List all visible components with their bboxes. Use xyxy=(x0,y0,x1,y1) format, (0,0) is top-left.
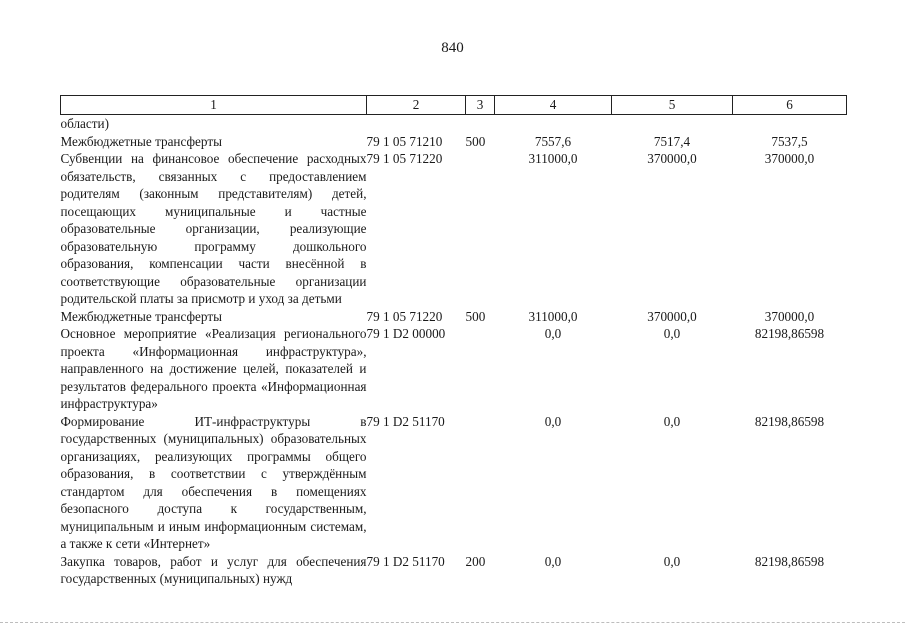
row-amount-year-2: 7517,4 xyxy=(653,133,691,149)
row-amount-year-1: 0,0 xyxy=(544,413,562,429)
row-code: 79 1 05 71210 xyxy=(366,133,443,149)
column-header-1: 1 xyxy=(61,96,367,115)
row-amount-year-1: 7557,6 xyxy=(534,133,572,149)
row-expense-type: 200 xyxy=(465,553,486,569)
row-amount-year-1 xyxy=(495,115,612,133)
row-amount-year-1: 0,0 xyxy=(544,553,562,569)
row-code: 79 1 D2 51170 xyxy=(366,553,445,569)
scan-edge-divider xyxy=(0,622,905,629)
row-amount-year-3 xyxy=(733,115,847,133)
row-name: Межбюджетные трансферты xyxy=(60,308,222,324)
table-row xyxy=(61,553,847,588)
row-expense-type xyxy=(466,150,495,308)
row-amount-year-2 xyxy=(612,115,733,133)
table-row xyxy=(61,115,847,133)
row-amount-year-3: 7537,5 xyxy=(771,133,808,149)
row-amount-year-2: 0,0 xyxy=(663,553,681,569)
row-name: Закупка товаров, работ и услуг для обеспечения государственных (муниципальных) нужд xyxy=(60,553,367,586)
row-name: области) xyxy=(60,116,109,131)
row-amount-year-3: 82198,86598 xyxy=(754,553,825,569)
row-expense-type xyxy=(466,115,495,133)
row-amount-year-1: 311000,0 xyxy=(528,151,578,166)
row-name: Субвенции на финансовое обеспечение расходных обязательств, связанных с предоставлением родителям (законным представителям) детей, посещающих муниципальные и частные образовательные организации, реализующие образовательную программу дошкольного образования, компенсации части внесённой в соответствующие образовательные организации родительской платы за присмотр и уход за детьми xyxy=(60,151,367,306)
table-row xyxy=(61,413,847,553)
row-name: Основное мероприятие «Реализация регионального проекта «Информационная инфраструктура», направленного на достижение целей, показателей и результатов федерального проекта «Информационная инфраструктура» xyxy=(60,326,367,411)
row-code: 79 1 D2 51170 xyxy=(366,413,445,429)
row-name: Формирование ИТ-инфраструктуры в государственных (муниципальных) образовательных организациях, реализующих программы общего образования, в соответствии с утверждённым стандартом для обеспечения в помещениях безопасного доступа к государственным, муниципальным и иным информационным системам, а также к сети «Интернет» xyxy=(60,413,367,551)
table-row xyxy=(61,150,847,308)
column-header-6: 6 xyxy=(733,96,847,115)
row-amount-year-3: 370000,0 xyxy=(764,308,815,324)
table-row xyxy=(61,308,847,326)
row-expense-type: 500 xyxy=(465,133,486,149)
row-amount-year-2: 370000,0 xyxy=(647,308,697,324)
table-row xyxy=(61,133,847,151)
row-expense-type xyxy=(466,325,495,413)
column-header-4: 4 xyxy=(495,96,612,115)
column-header-5: 5 xyxy=(612,96,733,115)
row-amount-year-3: 370000,0 xyxy=(764,151,815,166)
row-expense-type: 500 xyxy=(465,308,486,324)
row-code xyxy=(367,115,466,133)
row-amount-year-2: 0,0 xyxy=(663,413,681,429)
table-row xyxy=(61,325,847,413)
row-expense-type xyxy=(466,413,495,553)
column-header-3: 3 xyxy=(466,96,495,115)
row-code: 79 1 05 71220 xyxy=(366,151,443,166)
column-header-2: 2 xyxy=(367,96,466,115)
row-code: 79 1 05 71220 xyxy=(366,308,443,324)
row-amount-year-3: 82198,86598 xyxy=(754,413,825,429)
budget-table xyxy=(60,95,847,588)
row-amount-year-1: 0,0 xyxy=(544,326,562,341)
row-amount-year-2: 0,0 xyxy=(663,326,681,341)
row-amount-year-2: 370000,0 xyxy=(647,151,697,166)
row-amount-year-3: 82198,86598 xyxy=(754,326,825,341)
page-number: 840 xyxy=(441,40,464,56)
table-header-row xyxy=(61,96,847,115)
row-code: 79 1 D2 00000 xyxy=(366,326,446,341)
row-name: Межбюджетные трансферты xyxy=(60,133,222,149)
row-amount-year-1: 311000,0 xyxy=(528,308,578,324)
